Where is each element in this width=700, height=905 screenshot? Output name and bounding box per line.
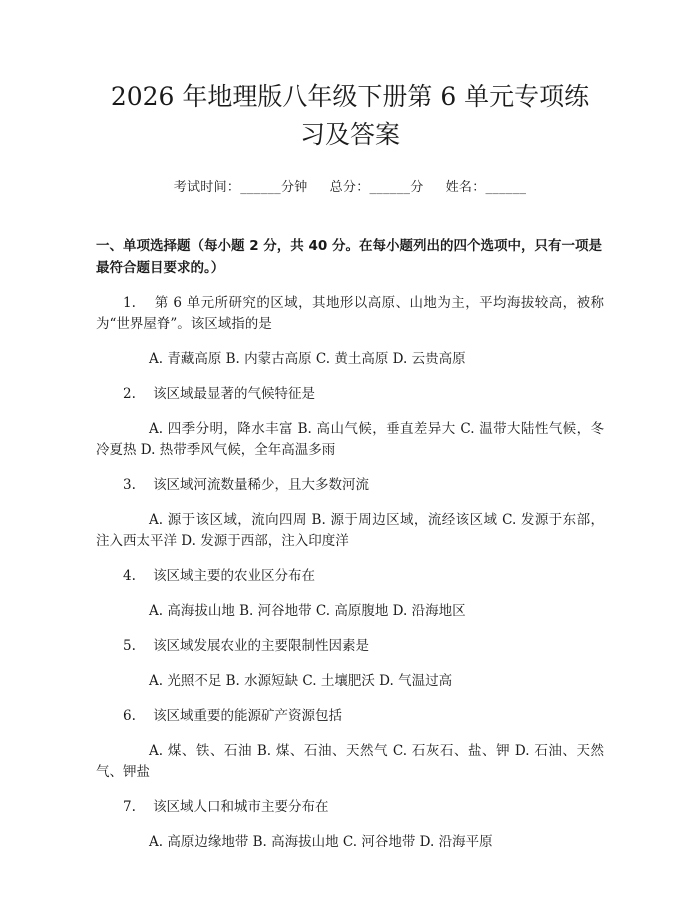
student-name-label: 姓名：______ <box>445 180 527 195</box>
question-stem: 该区域重要的能源矿产资源包括 <box>153 708 343 724</box>
question-stem: 该区域主要的农业区分布在 <box>153 568 316 584</box>
question-4 <box>96 566 604 622</box>
question-number: 4. <box>123 568 136 584</box>
question-options: A. 四季分明，降水丰富 B. 高山气候，垂直差异大 C. 温带大陆性气候，冬冷夏热 D. 热带季风气候，全年高温多雨 <box>96 421 604 458</box>
question-options: A. 源于该区域，流向四周 B. 源于周边区域，流经该区域 C. 发源于东部，注入西太平洋 D. 发源于西部，注入印度洋 <box>96 512 604 549</box>
question-options: A. 光照不足 B. 水源短缺 C. 土壤肥沃 D. 气温过高 <box>149 673 453 689</box>
question-number: 2. <box>123 386 136 402</box>
question-stem: 该区域最显著的气候特征是 <box>153 386 316 402</box>
question-options: A. 高原边缘地带 B. 高海拔山地 C. 河谷地带 D. 沿海平原 <box>149 834 493 850</box>
question-7 <box>96 797 604 853</box>
question-5 <box>96 636 604 692</box>
question-3 <box>96 475 604 552</box>
question-options: A. 高海拔山地 B. 河谷地带 C. 高原腹地 D. 沿海地区 <box>149 603 466 619</box>
question-stem: 第 6 单元所研究的区域，其地形以高原、山地为主，平均海拔较高，被称为“世界屋脊”。该区域指的是 <box>96 295 605 332</box>
question-2 <box>96 384 604 461</box>
question-options: A. 煤、铁、石油 B. 煤、石油、天然气 C. 石灰石、盐、钾 D. 石油、天然气、钾盐 <box>96 743 604 780</box>
question-number: 3. <box>123 477 136 493</box>
document-title: 2026 年地理版八年级下册第 6 单元专项练习及答案 <box>110 82 590 149</box>
question-number: 7. <box>123 799 136 815</box>
question-number: 5. <box>123 638 136 654</box>
question-6 <box>96 706 604 783</box>
section-heading: 一、单项选择题（每小题 2 分，共 40 分。在每小题列出的四个选项中，只有一项是最符合题目要求的。） <box>96 238 602 276</box>
question-options: A. 青藏高原 B. 内蒙古高原 C. 黄土高原 D. 云贵高原 <box>149 351 466 367</box>
question-number: 1. <box>123 295 136 311</box>
question-1 <box>96 293 604 370</box>
question-number: 6. <box>123 708 136 724</box>
question-stem: 该区域河流数量稀少，且大多数河流 <box>153 477 370 493</box>
exam-time-label: 考试时间：______分钟 <box>173 180 308 195</box>
question-stem: 该区域发展农业的主要限制性因素是 <box>153 638 370 654</box>
question-list <box>96 293 604 853</box>
exam-meta <box>96 176 604 195</box>
total-score-label: 总分：______分 <box>329 180 424 195</box>
question-stem: 该区域人口和城市主要分布在 <box>153 799 329 815</box>
